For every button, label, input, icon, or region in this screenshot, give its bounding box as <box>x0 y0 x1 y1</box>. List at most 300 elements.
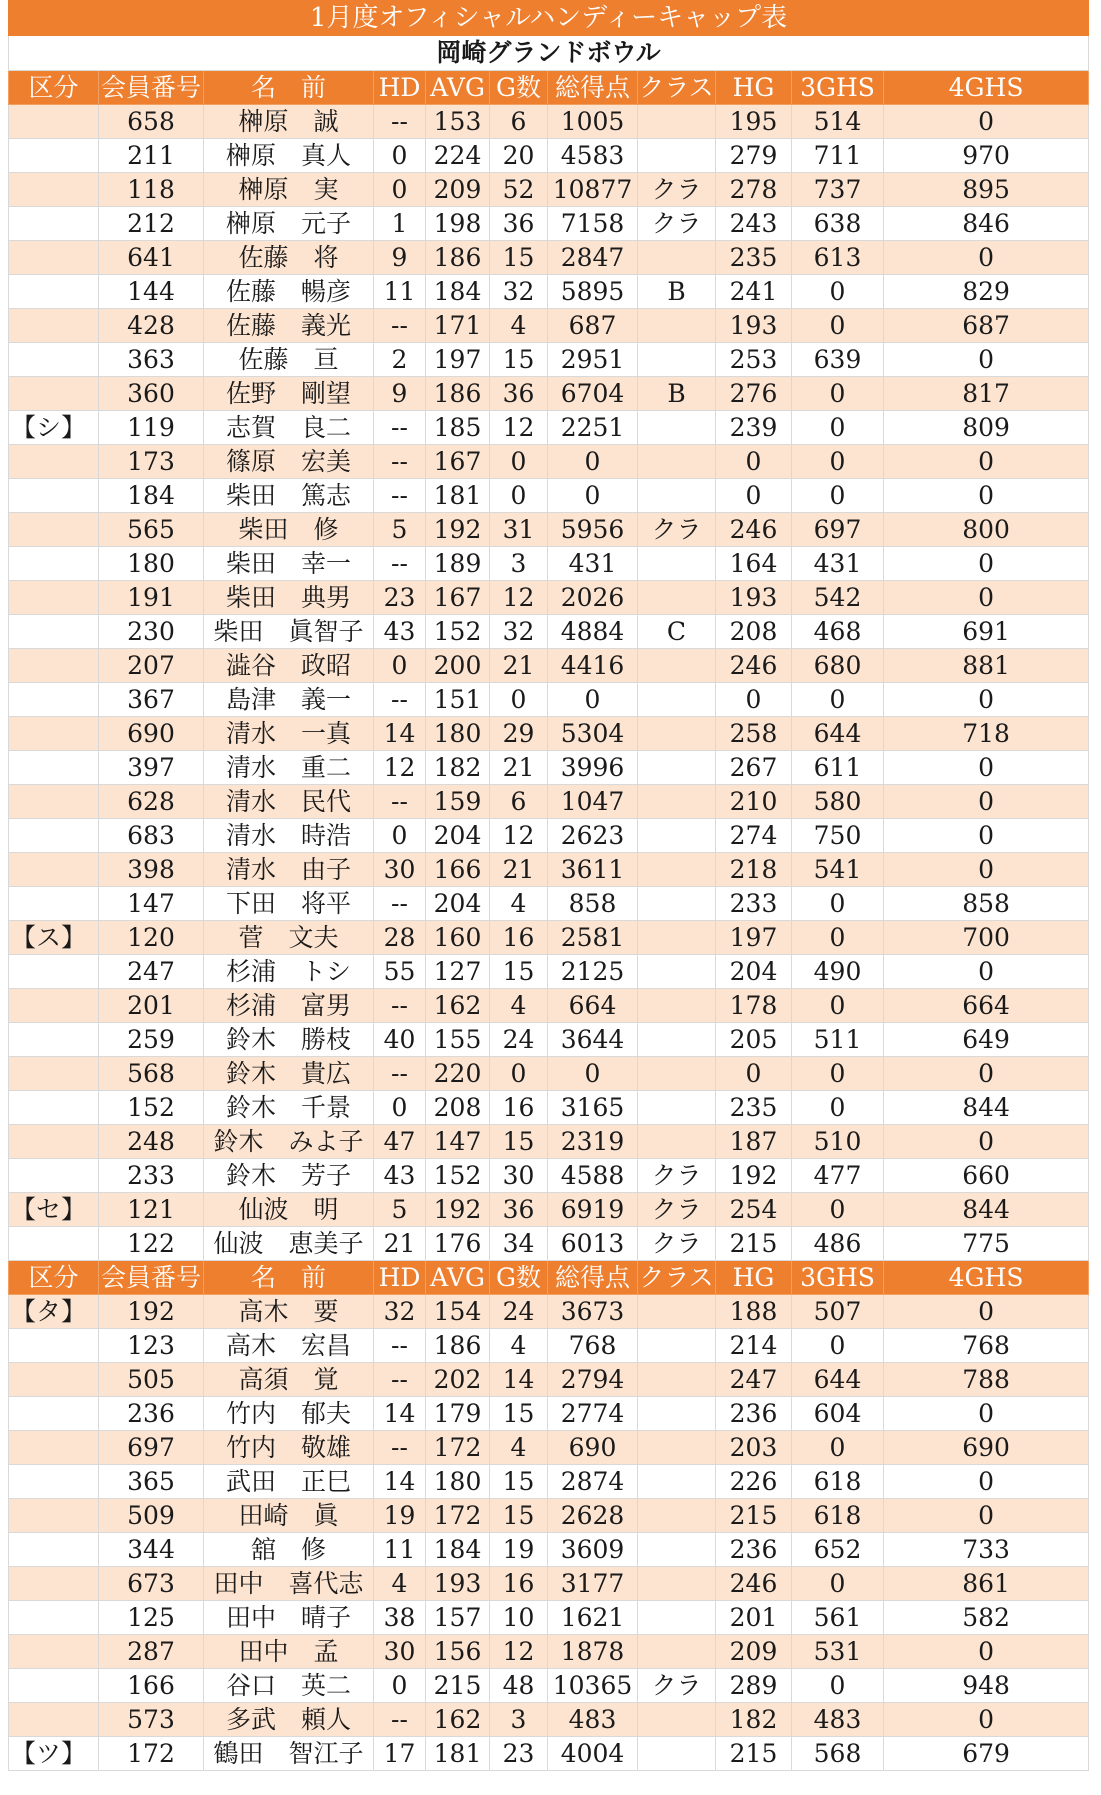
4ghs-cell: 895 <box>884 173 1089 207</box>
4ghs-cell: 817 <box>884 377 1089 411</box>
3ghs-cell: 507 <box>792 1295 884 1329</box>
name-cell: 佐藤 将 <box>204 241 374 275</box>
hd-cell: 55 <box>374 955 426 989</box>
total-cell: 0 <box>548 479 638 513</box>
hd-cell: 21 <box>374 1227 426 1261</box>
total-cell: 6704 <box>548 377 638 411</box>
hg-cell: 182 <box>716 1703 792 1737</box>
table-row <box>9 479 1089 513</box>
games-cell: 4 <box>490 1431 548 1465</box>
name-cell: 柴田 眞智子 <box>204 615 374 649</box>
name-cell: 柴田 幸一 <box>204 547 374 581</box>
hg-cell: 208 <box>716 615 792 649</box>
member-no-cell: 690 <box>99 717 204 751</box>
total-cell: 4583 <box>548 139 638 173</box>
section-cell <box>9 785 99 819</box>
member-no-cell: 230 <box>99 615 204 649</box>
total-cell: 3609 <box>548 1533 638 1567</box>
member-no-cell: 565 <box>99 513 204 547</box>
total-cell: 5956 <box>548 513 638 547</box>
4ghs-cell: 0 <box>884 241 1089 275</box>
hg-cell: 0 <box>716 683 792 717</box>
member-no-cell: 172 <box>99 1737 204 1771</box>
hg-cell: 215 <box>716 1499 792 1533</box>
column-header-member-no: 会員番号 <box>99 1261 204 1295</box>
class-cell <box>638 1737 716 1771</box>
name-cell: 柴田 修 <box>204 513 374 547</box>
avg-cell: 192 <box>426 513 490 547</box>
table-row <box>9 1227 1089 1261</box>
member-no-cell: 212 <box>99 207 204 241</box>
games-cell: 16 <box>490 1567 548 1601</box>
table-row <box>9 105 1089 139</box>
hg-cell: 201 <box>716 1601 792 1635</box>
avg-cell: 200 <box>426 649 490 683</box>
table-row <box>9 1703 1089 1737</box>
games-cell: 20 <box>490 139 548 173</box>
avg-cell: 184 <box>426 275 490 309</box>
hg-cell: 193 <box>716 309 792 343</box>
section-cell <box>9 683 99 717</box>
total-cell: 4884 <box>548 615 638 649</box>
member-no-cell: 120 <box>99 921 204 955</box>
name-cell: 武田 正巳 <box>204 1465 374 1499</box>
table-row <box>9 1397 1089 1431</box>
class-cell <box>638 1125 716 1159</box>
hd-cell: 38 <box>374 1601 426 1635</box>
class-cell <box>638 887 716 921</box>
hg-cell: 235 <box>716 241 792 275</box>
3ghs-cell: 561 <box>792 1601 884 1635</box>
table-row <box>9 1329 1089 1363</box>
games-cell: 48 <box>490 1669 548 1703</box>
3ghs-cell: 0 <box>792 921 884 955</box>
hg-cell: 203 <box>716 1431 792 1465</box>
table-row <box>9 445 1089 479</box>
member-no-cell: 697 <box>99 1431 204 1465</box>
section-cell <box>9 1329 99 1363</box>
games-cell: 31 <box>490 513 548 547</box>
3ghs-cell: 697 <box>792 513 884 547</box>
table-row <box>9 275 1089 309</box>
4ghs-cell: 649 <box>884 1023 1089 1057</box>
games-cell: 30 <box>490 1159 548 1193</box>
member-no-cell: 509 <box>99 1499 204 1533</box>
name-cell: 舘 修 <box>204 1533 374 1567</box>
member-no-cell: 211 <box>99 139 204 173</box>
section-cell <box>9 1227 99 1261</box>
hg-cell: 218 <box>716 853 792 887</box>
section-cell <box>9 139 99 173</box>
avg-cell: 152 <box>426 615 490 649</box>
total-cell: 1047 <box>548 785 638 819</box>
hg-cell: 0 <box>716 479 792 513</box>
3ghs-cell: 542 <box>792 581 884 615</box>
hg-cell: 178 <box>716 989 792 1023</box>
member-no-cell: 505 <box>99 1363 204 1397</box>
4ghs-cell: 0 <box>884 479 1089 513</box>
games-cell: 6 <box>490 105 548 139</box>
4ghs-cell: 0 <box>884 785 1089 819</box>
class-cell <box>638 1057 716 1091</box>
hg-cell: 279 <box>716 139 792 173</box>
class-cell <box>638 989 716 1023</box>
class-cell <box>638 1601 716 1635</box>
hd-cell: 0 <box>374 1669 426 1703</box>
class-cell <box>638 411 716 445</box>
3ghs-cell: 611 <box>792 751 884 785</box>
3ghs-cell: 0 <box>792 683 884 717</box>
name-cell: 佐藤 暢彦 <box>204 275 374 309</box>
name-cell: 田中 喜代志 <box>204 1567 374 1601</box>
table-row <box>9 581 1089 615</box>
class-cell <box>638 1431 716 1465</box>
games-cell: 24 <box>490 1023 548 1057</box>
4ghs-cell: 0 <box>884 581 1089 615</box>
hg-cell: 246 <box>716 1567 792 1601</box>
3ghs-cell: 680 <box>792 649 884 683</box>
3ghs-cell: 613 <box>792 241 884 275</box>
class-cell <box>638 785 716 819</box>
member-no-cell: 233 <box>99 1159 204 1193</box>
4ghs-cell: 0 <box>884 105 1089 139</box>
avg-cell: 215 <box>426 1669 490 1703</box>
handicap-table <box>8 0 1089 1771</box>
total-cell: 431 <box>548 547 638 581</box>
hd-cell: 19 <box>374 1499 426 1533</box>
total-cell: 5895 <box>548 275 638 309</box>
column-header-4ghs: 4GHS <box>884 1261 1089 1295</box>
name-cell: 榊原 誠 <box>204 105 374 139</box>
member-no-cell: 184 <box>99 479 204 513</box>
total-cell: 2251 <box>548 411 638 445</box>
hd-cell: -- <box>374 785 426 819</box>
hd-cell: 30 <box>374 1635 426 1669</box>
hg-cell: 197 <box>716 921 792 955</box>
name-cell: 澁谷 政昭 <box>204 649 374 683</box>
total-cell: 10365 <box>548 1669 638 1703</box>
avg-cell: 202 <box>426 1363 490 1397</box>
total-cell: 3165 <box>548 1091 638 1125</box>
4ghs-cell: 0 <box>884 955 1089 989</box>
games-cell: 0 <box>490 1057 548 1091</box>
hd-cell: -- <box>374 479 426 513</box>
total-cell: 3611 <box>548 853 638 887</box>
hg-cell: 243 <box>716 207 792 241</box>
table-row <box>9 173 1089 207</box>
column-header-hg: HG <box>716 1261 792 1295</box>
member-no-cell: 398 <box>99 853 204 887</box>
hg-cell: 188 <box>716 1295 792 1329</box>
hg-cell: 0 <box>716 1057 792 1091</box>
class-cell <box>638 1533 716 1567</box>
section-cell <box>9 1465 99 1499</box>
section-cell <box>9 581 99 615</box>
4ghs-cell: 0 <box>884 1397 1089 1431</box>
table-row <box>9 309 1089 343</box>
table-row <box>9 1499 1089 1533</box>
class-cell: B <box>638 275 716 309</box>
total-cell: 858 <box>548 887 638 921</box>
3ghs-cell: 644 <box>792 717 884 751</box>
hg-cell: 235 <box>716 1091 792 1125</box>
4ghs-cell: 660 <box>884 1159 1089 1193</box>
3ghs-cell: 486 <box>792 1227 884 1261</box>
games-cell: 12 <box>490 1635 548 1669</box>
total-cell: 2774 <box>548 1397 638 1431</box>
total-cell: 2319 <box>548 1125 638 1159</box>
name-cell: 清水 由子 <box>204 853 374 887</box>
3ghs-cell: 468 <box>792 615 884 649</box>
games-cell: 19 <box>490 1533 548 1567</box>
column-header-class: クラス <box>638 1261 716 1295</box>
4ghs-cell: 582 <box>884 1601 1089 1635</box>
games-cell: 0 <box>490 445 548 479</box>
column-header-name: 名 前 <box>204 1261 374 1295</box>
hg-cell: 215 <box>716 1737 792 1771</box>
3ghs-cell: 604 <box>792 1397 884 1431</box>
4ghs-cell: 0 <box>884 1499 1089 1533</box>
hd-cell: -- <box>374 887 426 921</box>
avg-cell: 154 <box>426 1295 490 1329</box>
hd-cell: 11 <box>374 1533 426 1567</box>
4ghs-cell: 679 <box>884 1737 1089 1771</box>
games-cell: 4 <box>490 309 548 343</box>
4ghs-cell: 0 <box>884 1125 1089 1159</box>
table-row <box>9 955 1089 989</box>
member-no-cell: 673 <box>99 1567 204 1601</box>
class-cell <box>638 717 716 751</box>
avg-cell: 166 <box>426 853 490 887</box>
section-cell <box>9 1159 99 1193</box>
name-cell: 仙波 明 <box>204 1193 374 1227</box>
name-cell: 鈴木 千景 <box>204 1091 374 1125</box>
member-no-cell: 125 <box>99 1601 204 1635</box>
total-cell: 687 <box>548 309 638 343</box>
avg-cell: 159 <box>426 785 490 819</box>
total-cell: 6919 <box>548 1193 638 1227</box>
hg-cell: 246 <box>716 649 792 683</box>
column-header-name: 名 前 <box>204 71 374 105</box>
4ghs-cell: 0 <box>884 1635 1089 1669</box>
section-cell <box>9 1091 99 1125</box>
member-no-cell: 367 <box>99 683 204 717</box>
name-cell: 仙波 恵美子 <box>204 1227 374 1261</box>
avg-cell: 189 <box>426 547 490 581</box>
avg-cell: 147 <box>426 1125 490 1159</box>
section-cell <box>9 1057 99 1091</box>
total-cell: 2026 <box>548 581 638 615</box>
class-cell <box>638 853 716 887</box>
table-row <box>9 1159 1089 1193</box>
class-cell: B <box>638 377 716 411</box>
name-cell: 榊原 実 <box>204 173 374 207</box>
column-header-hg: HG <box>716 71 792 105</box>
table-row <box>9 513 1089 547</box>
column-header-total: 総得点 <box>548 71 638 105</box>
4ghs-cell: 829 <box>884 275 1089 309</box>
avg-cell: 197 <box>426 343 490 377</box>
total-cell: 7158 <box>548 207 638 241</box>
avg-cell: 172 <box>426 1431 490 1465</box>
column-header-games: G数 <box>490 1261 548 1295</box>
column-header-avg: AVG <box>426 71 490 105</box>
hg-cell: 204 <box>716 955 792 989</box>
section-cell <box>9 1635 99 1669</box>
games-cell: 15 <box>490 1125 548 1159</box>
section-cell: 【シ】 <box>9 411 99 445</box>
4ghs-cell: 846 <box>884 207 1089 241</box>
title-row <box>9 1 1089 36</box>
member-no-cell: 191 <box>99 581 204 615</box>
avg-cell: 167 <box>426 581 490 615</box>
hg-cell: 193 <box>716 581 792 615</box>
section-cell <box>9 105 99 139</box>
class-cell: クラ <box>638 173 716 207</box>
4ghs-cell: 768 <box>884 1329 1089 1363</box>
3ghs-cell: 477 <box>792 1159 884 1193</box>
games-cell: 52 <box>490 173 548 207</box>
4ghs-cell: 718 <box>884 717 1089 751</box>
member-no-cell: 201 <box>99 989 204 1023</box>
avg-cell: 153 <box>426 105 490 139</box>
name-cell: 鈴木 勝枝 <box>204 1023 374 1057</box>
games-cell: 36 <box>490 377 548 411</box>
hg-cell: 236 <box>716 1397 792 1431</box>
hg-cell: 274 <box>716 819 792 853</box>
section-cell <box>9 989 99 1023</box>
column-header-section: 区分 <box>9 71 99 105</box>
member-no-cell: 247 <box>99 955 204 989</box>
3ghs-cell: 644 <box>792 1363 884 1397</box>
4ghs-cell: 775 <box>884 1227 1089 1261</box>
class-cell <box>638 1295 716 1329</box>
4ghs-cell: 970 <box>884 139 1089 173</box>
total-cell: 4416 <box>548 649 638 683</box>
3ghs-cell: 0 <box>792 1329 884 1363</box>
column-header-member-no: 会員番号 <box>99 71 204 105</box>
avg-cell: 157 <box>426 1601 490 1635</box>
avg-cell: 209 <box>426 173 490 207</box>
games-cell: 3 <box>490 547 548 581</box>
4ghs-cell: 0 <box>884 853 1089 887</box>
member-no-cell: 180 <box>99 547 204 581</box>
name-cell: 高木 要 <box>204 1295 374 1329</box>
hd-cell: 12 <box>374 751 426 785</box>
3ghs-cell: 0 <box>792 1057 884 1091</box>
avg-cell: 151 <box>426 683 490 717</box>
table-row <box>9 683 1089 717</box>
column-header-3ghs: 3GHS <box>792 71 884 105</box>
games-cell: 4 <box>490 887 548 921</box>
hd-cell: 0 <box>374 649 426 683</box>
hd-cell: 1 <box>374 207 426 241</box>
hg-cell: 205 <box>716 1023 792 1057</box>
section-cell <box>9 479 99 513</box>
table-row <box>9 1431 1089 1465</box>
member-no-cell: 207 <box>99 649 204 683</box>
subtitle-row <box>9 36 1089 71</box>
column-header-total: 総得点 <box>548 1261 638 1295</box>
table-row <box>9 989 1089 1023</box>
avg-cell: 186 <box>426 241 490 275</box>
4ghs-cell: 0 <box>884 1295 1089 1329</box>
hg-cell: 226 <box>716 1465 792 1499</box>
hd-cell: 23 <box>374 581 426 615</box>
class-cell: クラ <box>638 513 716 547</box>
table-row <box>9 921 1089 955</box>
games-cell: 21 <box>490 649 548 683</box>
total-cell: 10877 <box>548 173 638 207</box>
total-cell: 2794 <box>548 1363 638 1397</box>
avg-cell: 155 <box>426 1023 490 1057</box>
class-cell <box>638 1091 716 1125</box>
3ghs-cell: 0 <box>792 1091 884 1125</box>
avg-cell: 185 <box>426 411 490 445</box>
avg-cell: 208 <box>426 1091 490 1125</box>
class-cell <box>638 1465 716 1499</box>
hd-cell: 11 <box>374 275 426 309</box>
games-cell: 14 <box>490 1363 548 1397</box>
3ghs-cell: 638 <box>792 207 884 241</box>
total-cell: 6013 <box>548 1227 638 1261</box>
avg-cell: 167 <box>426 445 490 479</box>
table-row <box>9 1601 1089 1635</box>
section-cell <box>9 377 99 411</box>
class-cell <box>638 1397 716 1431</box>
4ghs-cell: 664 <box>884 989 1089 1023</box>
hd-cell: 28 <box>374 921 426 955</box>
hg-cell: 214 <box>716 1329 792 1363</box>
total-cell: 3673 <box>548 1295 638 1329</box>
games-cell: 4 <box>490 989 548 1023</box>
class-cell <box>638 309 716 343</box>
class-cell: クラ <box>638 207 716 241</box>
games-cell: 29 <box>490 717 548 751</box>
member-no-cell: 173 <box>99 445 204 479</box>
class-cell <box>638 547 716 581</box>
total-cell: 4004 <box>548 1737 638 1771</box>
table-row <box>9 819 1089 853</box>
section-cell: 【ツ】 <box>9 1737 99 1771</box>
games-cell: 15 <box>490 343 548 377</box>
hd-cell: -- <box>374 683 426 717</box>
section-cell <box>9 887 99 921</box>
hd-cell: 40 <box>374 1023 426 1057</box>
hg-cell: 254 <box>716 1193 792 1227</box>
class-cell <box>638 683 716 717</box>
name-cell: 鈴木 貴広 <box>204 1057 374 1091</box>
total-cell: 2874 <box>548 1465 638 1499</box>
4ghs-cell: 687 <box>884 309 1089 343</box>
avg-cell: 192 <box>426 1193 490 1227</box>
avg-cell: 171 <box>426 309 490 343</box>
class-cell: クラ <box>638 1159 716 1193</box>
section-cell <box>9 751 99 785</box>
hg-cell: 187 <box>716 1125 792 1159</box>
3ghs-cell: 483 <box>792 1703 884 1737</box>
table-row <box>9 615 1089 649</box>
class-cell: クラ <box>638 1227 716 1261</box>
name-cell: 清水 一真 <box>204 717 374 751</box>
table-row <box>9 1635 1089 1669</box>
avg-cell: 160 <box>426 921 490 955</box>
3ghs-cell: 541 <box>792 853 884 887</box>
3ghs-cell: 568 <box>792 1737 884 1771</box>
games-cell: 10 <box>490 1601 548 1635</box>
hd-cell: 30 <box>374 853 426 887</box>
column-header-avg: AVG <box>426 1261 490 1295</box>
